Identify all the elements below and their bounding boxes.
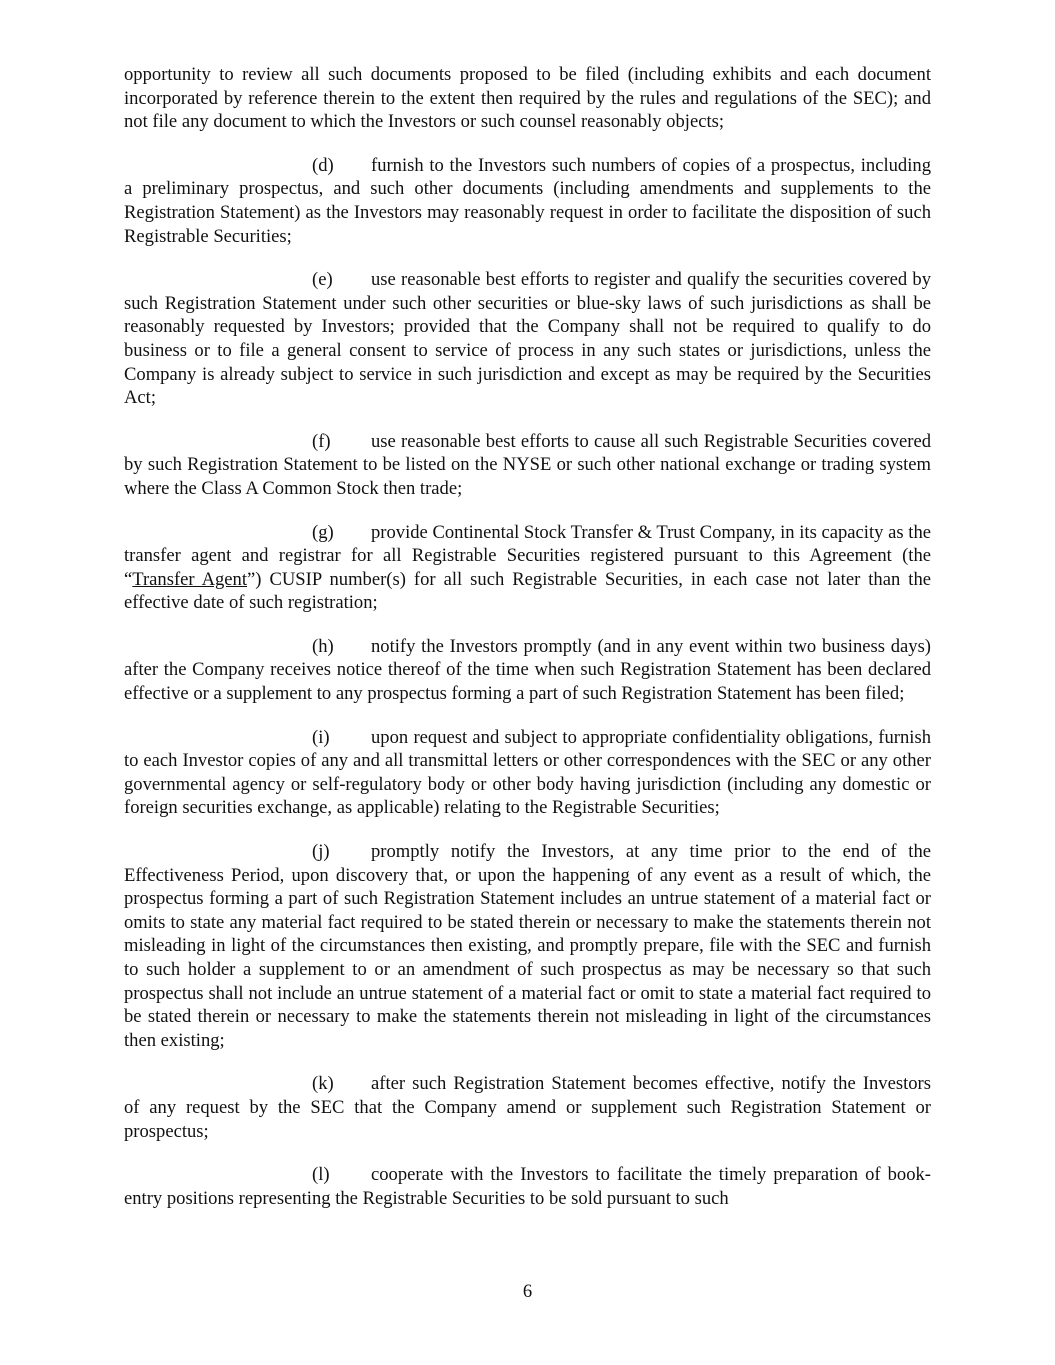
clause-label: (l) [312, 1164, 330, 1186]
clause-e [124, 268, 931, 410]
clause-text: cooperate with the Investors to facilitate the timely preparation of book-entry positions representing the Registrable Securities to be sold pursuant to such [124, 1164, 931, 1209]
clause-text: furnish to the Investors such numbers of copies of a prospectus, including a preliminary prospectus, and such other documents (including amendments and supplements to the Registration Statement) as the Investors may reasonably request in order to facilitate the disposition of such Registrable Securities; [124, 154, 931, 247]
clause-label: (d) [312, 154, 334, 176]
clause-text-after: ”) CUSIP number(s) for all such Registrable Securities, in each case not later than the effective date of such registration; [124, 568, 931, 614]
clause-label: (f) [312, 430, 331, 452]
clause-k [124, 1072, 931, 1143]
document-page [124, 63, 931, 1230]
clause-label: (i) [312, 726, 330, 748]
clause-label: (j) [312, 841, 330, 863]
defined-term-transfer-agent: Transfer Agent [132, 568, 248, 590]
clause-j [124, 840, 931, 1052]
clause-label: (g) [312, 521, 334, 543]
clause-text-before: provide Continental Stock Transfer & Trust Company, in its capacity as the transfer agent and registrar for all Registrable Securities registered pursuant to this Agreement (the “ [124, 521, 931, 590]
clause-g [124, 521, 931, 615]
clause-label: (e) [312, 269, 333, 291]
clause-label: (k) [312, 1073, 334, 1095]
continuation-paragraph: opportunity to review all such documents proposed to be filed (including exhibits and each document incorporated by reference therein to the extent then required by the rules and regulations of the SEC); and not file any document to which the Investors or such counsel reasonably objects; [124, 64, 931, 133]
clause-h [124, 635, 931, 706]
page-number: 6 [522, 1281, 533, 1302]
clause-d [124, 154, 931, 248]
clause-f [124, 430, 931, 501]
clause-l [124, 1163, 931, 1210]
clause-label: (h) [312, 635, 334, 657]
clause-text: after such Registration Statement becomes effective, notify the Investors of any request by the SEC that the Company amend or supplement such Registration Statement or prospectus; [124, 1073, 931, 1142]
clause-text: use reasonable best efforts to register and qualify the securities covered by such Registration Statement under such other securities or blue-sky laws of such jurisdictions as shall be reasonably requested by Investors; provided that the Company shall not be required to qualify to do business or to file a general consent to service of process in any such states or jurisdictions, unless the Company is already subject to service in such jurisdiction and except as may be required by the Securities Act; [124, 269, 931, 409]
clause-i [124, 726, 931, 820]
clause-text: use reasonable best efforts to cause all such Registrable Securities covered by such Registration Statement to be listed on the NYSE or such other national exchange or trading system where the Class A Common Stock then trade; [124, 430, 931, 499]
clause-text: notify the Investors promptly (and in any event within two business days) after the Company receives notice thereof of the time when such Registration Statement has been declared effective or a supplement to any prospectus forming a part of such Registration Statement has been filed; [124, 635, 931, 705]
clause-text: promptly notify the Investors, at any time prior to the end of the Effectiveness Period, upon discovery that, or upon the happening of any event as a result of which, the prospectus forming a part of such Registration Statement includes an untrue statement of a material fact or omits to state any material fact required to be stated therein or necessary to make the statements therein not misleading in light of the circumstances then existing, and promptly prepare, file with the SEC and furnish to such holder a supplement to or an amendment of such prospectus as may be necessary so that such prospectus shall not include an untrue statement of a material fact or omit to state a material fact required to be stated therein or necessary to make the statements therein not misleading in light of the circumstances then existing; [124, 841, 931, 1051]
clause-text: upon request and subject to appropriate confidentiality obligations, furnish to each Investor copies of any and all transmittal letters or other correspondences with the SEC or any other governmental agency or self-regulatory body or other body having jurisdiction (including any domestic or foreign securities exchange, as applicable) relating to the Registrable Securities; [124, 726, 931, 819]
